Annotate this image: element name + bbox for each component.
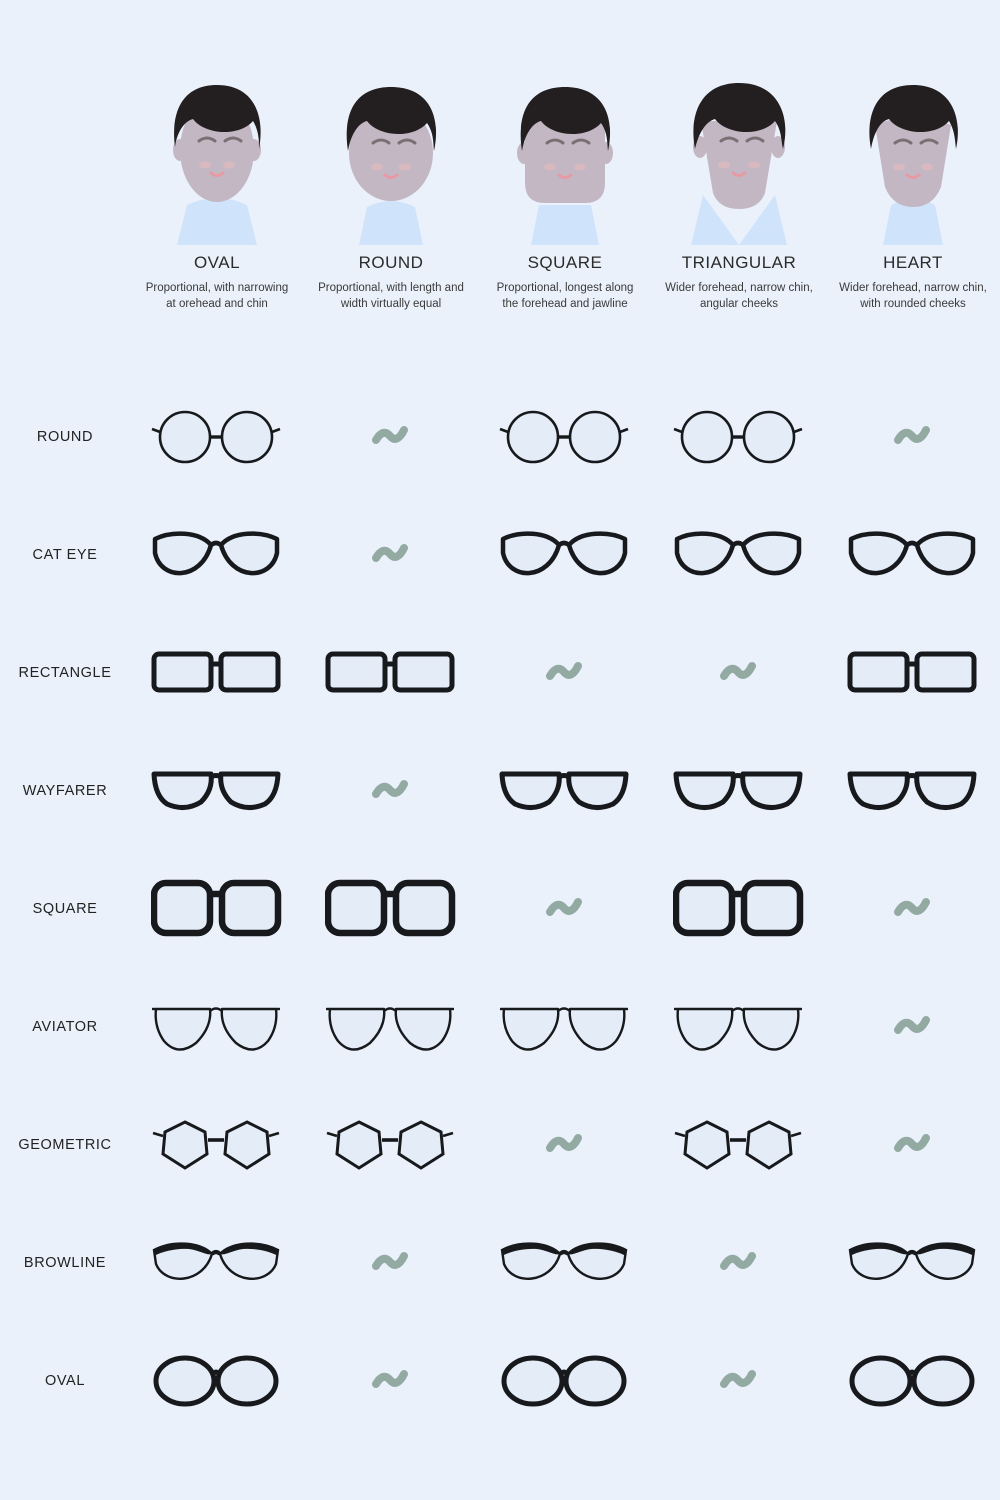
browline-glasses-icon [499,1234,631,1292]
cell-rectangle-round[interactable] [304,614,478,732]
aviator-glasses-icon [151,995,283,1059]
not-recommended-squiggle-icon [371,778,411,804]
cell-oval-round[interactable] [304,1322,478,1440]
face-desc-round: Proportional, with length and width virtually equal [318,282,464,310]
cell-browline-oval[interactable] [130,1204,304,1322]
cell-cat-eye-oval[interactable] [130,496,304,614]
cat-eye-glasses-icon [673,523,805,587]
row-label-aviator: AVIATOR [32,1019,98,1035]
aviator-glasses-icon [499,995,631,1059]
rectangle-glasses-icon [847,644,979,702]
cell-oval-oval[interactable] [130,1322,304,1440]
cell-rectangle-triangular[interactable] [652,614,826,732]
cell-cat-eye-round[interactable] [304,496,478,614]
not-recommended-squiggle-icon [371,1250,411,1276]
matrix-row-square [0,850,1000,968]
cell-round-round[interactable] [304,378,478,496]
cell-oval-triangular[interactable] [652,1322,826,1440]
round-glasses-icon [151,405,283,469]
wayfarer-glasses-icon [151,760,283,822]
round-glasses-icon [673,405,805,469]
square-glasses-icon [151,877,283,941]
not-recommended-squiggle-icon [545,1132,585,1158]
cell-rectangle-oval[interactable] [130,614,304,732]
cell-cat-eye-heart[interactable] [826,496,1000,614]
cat-eye-glasses-icon [151,523,283,587]
oval-glasses-icon [151,1350,283,1412]
face-illustration-triangular [669,55,809,245]
cell-browline-round[interactable] [304,1204,478,1322]
rectangle-glasses-icon [151,644,283,702]
row-label-square: SQUARE [32,901,98,917]
oval-glasses-icon [499,1350,631,1412]
not-recommended-squiggle-icon [371,542,411,568]
round-glasses-icon [499,405,631,469]
cell-round-triangular[interactable] [652,378,826,496]
cell-round-oval[interactable] [130,378,304,496]
face-column-triangular [652,55,826,312]
aviator-glasses-icon [325,995,457,1059]
browline-glasses-icon [151,1234,283,1292]
row-label-oval: OVAL [44,1373,85,1389]
cell-wayfarer-triangular[interactable] [652,732,826,850]
browline-glasses-icon [847,1234,979,1292]
row-label-browline: BROWLINE [23,1255,107,1271]
wayfarer-glasses-icon [847,760,979,822]
row-label-cat-eye: CAT EYE [32,547,98,563]
cat-eye-glasses-icon [847,523,979,587]
row-label-geometric: GEOMETRIC [18,1137,112,1153]
cell-aviator-oval[interactable] [130,968,304,1086]
not-recommended-squiggle-icon [719,660,759,686]
cell-browline-square[interactable] [478,1204,652,1322]
cell-geometric-oval[interactable] [130,1086,304,1204]
not-recommended-squiggle-icon [719,1368,759,1394]
cell-rectangle-square[interactable] [478,614,652,732]
square-glasses-icon [673,877,805,941]
face-title-oval: OVAL [193,253,241,272]
cell-square-triangular[interactable] [652,850,826,968]
face-illustration-square [495,55,635,245]
face-desc-square: Proportional, longest along the forehead and jawline [496,282,634,310]
face-title-triangular: TRIANGULAR [681,253,797,272]
matrix-row-cat-eye [0,496,1000,614]
row-label-round: ROUND [36,429,94,445]
square-glasses-icon [325,877,457,941]
matrix-row-rectangle [0,614,1000,732]
face-column-round [304,55,478,312]
face-illustration-oval [147,55,287,245]
face-title-round: ROUND [358,253,424,272]
row-label-rectangle: RECTANGLE [18,665,112,681]
geometric-glasses-icon [325,1114,457,1176]
not-recommended-squiggle-icon [371,1368,411,1394]
cell-aviator-triangular[interactable] [652,968,826,1086]
cell-cat-eye-triangular[interactable] [652,496,826,614]
cell-oval-square[interactable] [478,1322,652,1440]
cell-aviator-square[interactable] [478,968,652,1086]
cell-square-square[interactable] [478,850,652,968]
face-title-square: SQUARE [527,253,603,272]
cell-browline-heart[interactable] [826,1204,1000,1322]
cell-wayfarer-oval[interactable] [130,732,304,850]
face-illustration-heart [843,55,983,245]
cell-aviator-heart[interactable] [826,968,1000,1086]
not-recommended-squiggle-icon [545,896,585,922]
wayfarer-glasses-icon [499,760,631,822]
cell-wayfarer-square[interactable] [478,732,652,850]
not-recommended-squiggle-icon [545,660,585,686]
matrix-row-oval [0,1322,1000,1440]
matrix-row-browline [0,1204,1000,1322]
face-title-heart: HEART [883,253,943,272]
face-desc-triangular: Wider forehead, narrow chin, angular cheeks [665,282,813,310]
cell-rectangle-heart[interactable] [826,614,1000,732]
recommendation-matrix [0,378,1000,1440]
not-recommended-squiggle-icon [371,424,411,450]
cell-cat-eye-square[interactable] [478,496,652,614]
row-label-wayfarer: WAYFARER [22,783,108,799]
cell-square-round[interactable] [304,850,478,968]
face-desc-oval: Proportional, with narrowing at orehead and chin [145,282,289,310]
face-illustration-round [321,55,461,245]
oval-glasses-icon [847,1350,979,1412]
cell-oval-heart[interactable] [826,1322,1000,1440]
cell-square-heart[interactable] [826,850,1000,968]
cell-browline-triangular[interactable] [652,1204,826,1322]
cat-eye-glasses-icon [499,523,631,587]
geometric-glasses-icon [151,1114,283,1176]
matrix-row-round [0,378,1000,496]
matrix-row-aviator [0,968,1000,1086]
aviator-glasses-icon [673,995,805,1059]
cell-geometric-round[interactable] [304,1086,478,1204]
face-desc-heart: Wider forehead, narrow chin, with rounded cheeks [839,282,987,310]
cell-wayfarer-round[interactable] [304,732,478,850]
cell-geometric-square[interactable] [478,1086,652,1204]
cell-geometric-heart[interactable] [826,1086,1000,1204]
not-recommended-squiggle-icon [893,1014,933,1040]
not-recommended-squiggle-icon [893,424,933,450]
face-column-oval [130,55,304,312]
not-recommended-squiggle-icon [893,896,933,922]
matrix-row-geometric [0,1086,1000,1204]
cell-square-oval[interactable] [130,850,304,968]
cell-round-square[interactable] [478,378,652,496]
geometric-glasses-icon [673,1114,805,1176]
wayfarer-glasses-icon [673,760,805,822]
matrix-row-wayfarer [0,732,1000,850]
not-recommended-squiggle-icon [719,1250,759,1276]
face-shape-header [130,55,1000,312]
cell-aviator-round[interactable] [304,968,478,1086]
cell-round-heart[interactable] [826,378,1000,496]
face-column-heart [826,55,1000,312]
cell-wayfarer-heart[interactable] [826,732,1000,850]
rectangle-glasses-icon [325,644,457,702]
not-recommended-squiggle-icon [893,1132,933,1158]
face-column-square [478,55,652,312]
cell-geometric-triangular[interactable] [652,1086,826,1204]
